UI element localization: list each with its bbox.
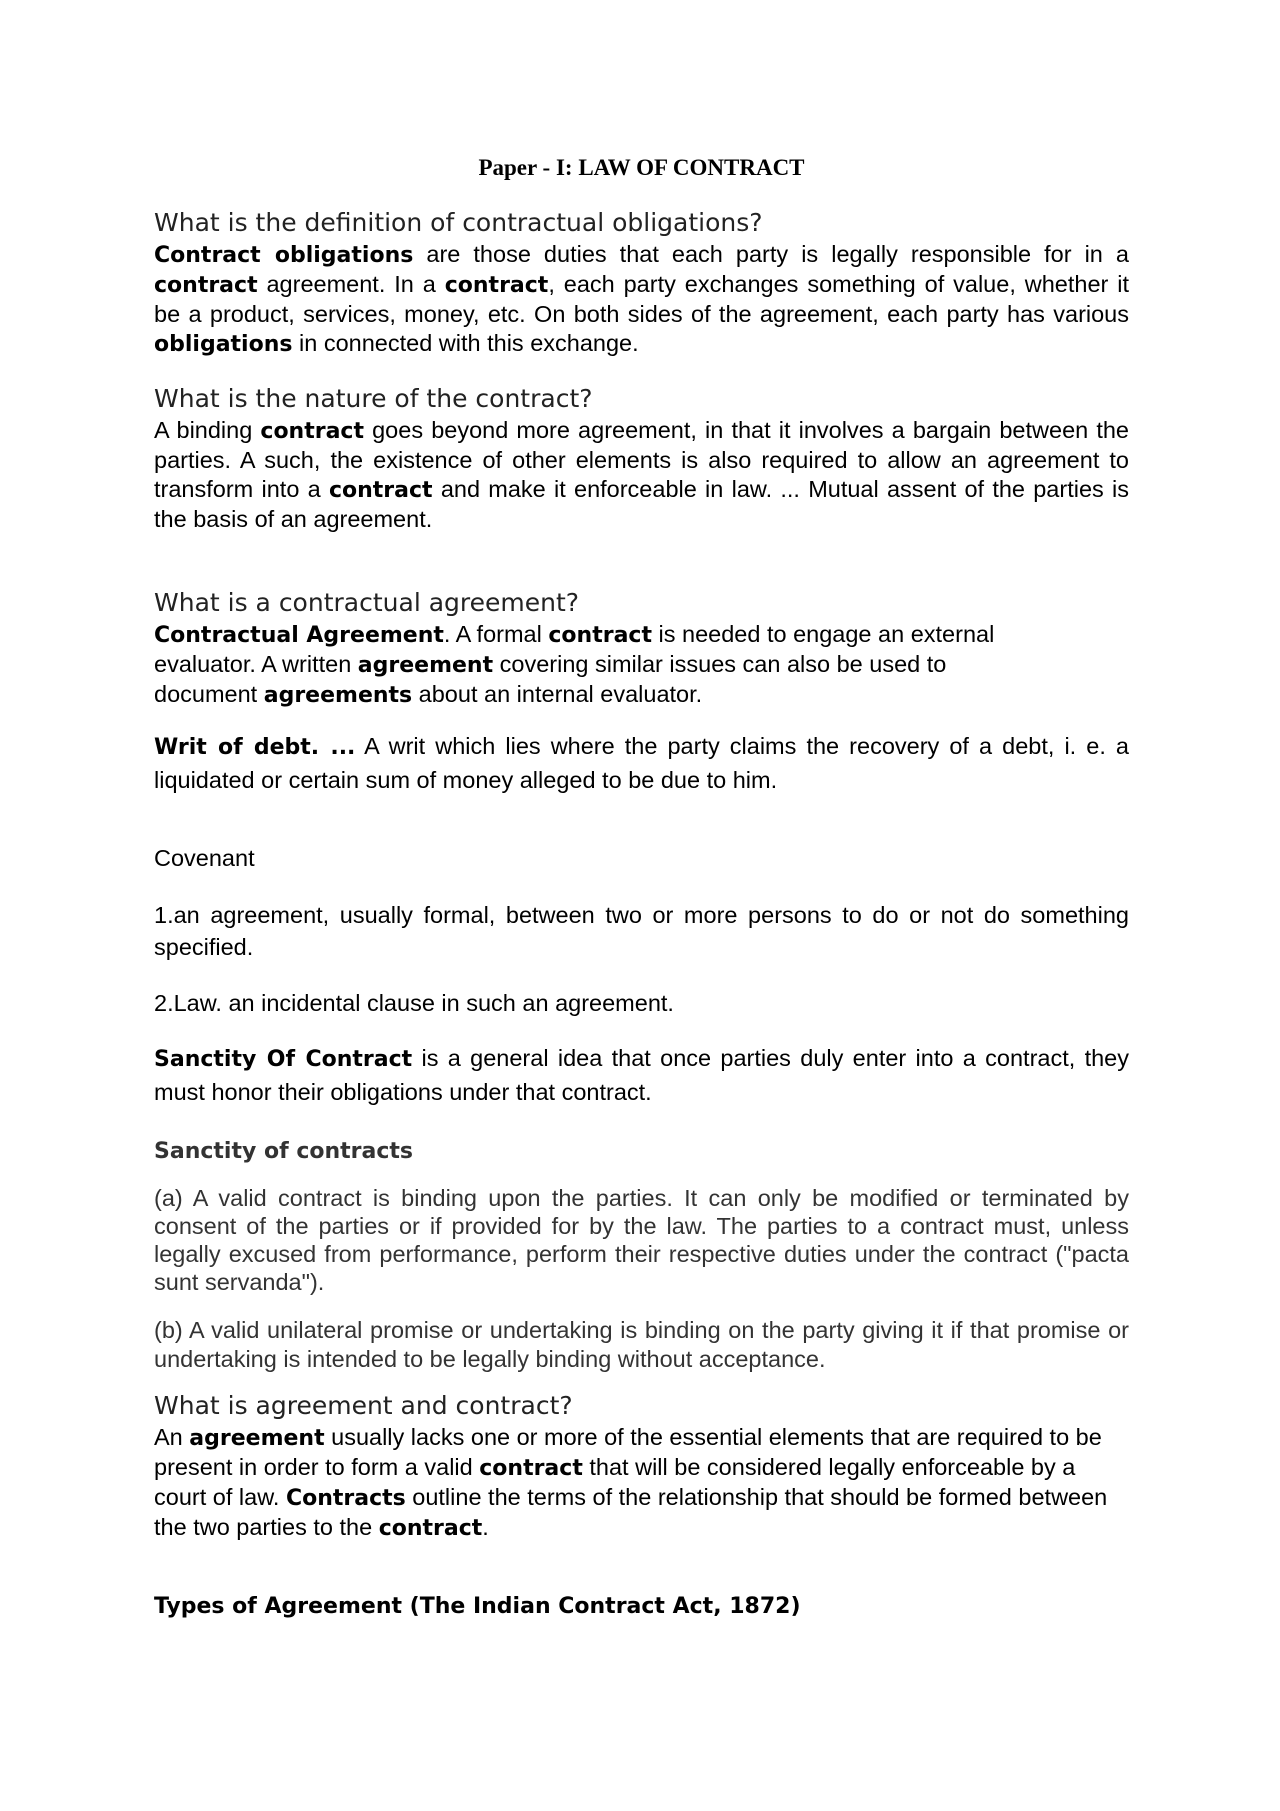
bold-term: obligations: [154, 332, 293, 357]
bold-term: Contract obligations: [154, 243, 414, 268]
question-heading-definition: What is the definition of contractual obligations?: [154, 208, 763, 237]
page-title: Paper - I: LAW OF CONTRACT: [478, 155, 805, 180]
bold-term: Contracts: [285, 1486, 406, 1511]
bold-term: contract: [378, 1516, 483, 1541]
types-of-agreement-heading: Types of Agreement (The Indian Contract Act, 1872): [154, 1594, 801, 1619]
question-heading-agreement-and-contract: What is agreement and contract?: [154, 1391, 573, 1420]
bold-term: agreement: [357, 653, 494, 678]
sanctity-clause-b: (b) A valid unilateral promise or undertaking is binding on the party giving it if that promise or undertaking is intended to be legally binding without acceptance.: [154, 1317, 1129, 1372]
bold-term: contract: [479, 1456, 583, 1481]
covenant-label: Covenant: [154, 845, 255, 871]
bold-term: contract: [548, 623, 652, 648]
bold-term: Contractual Agreement: [154, 623, 444, 648]
covenant-item-1: 1.an agreement, usually formal, between two or more persons to do or not do something specified.: [154, 902, 1129, 960]
sanctity-of-contracts-heading: Sanctity of contracts: [154, 1139, 413, 1164]
question-heading-contractual-agreement: What is a contractual agreement?: [154, 588, 580, 617]
bold-term: contract: [154, 273, 258, 298]
bold-term: Sanctity Of Contract: [154, 1047, 413, 1072]
answer-paragraph-nature: A binding contract goes beyond more agreement, in that it involves a bargain between the parties. A such, the existence of other elements is also required to allow an agreement to transform into a contract and make it enforceable in law. ... Mutual assent of the parties is the basis of an agreement.: [154, 417, 1129, 532]
answer-paragraph-contractual-agreement: Contractual Agreement. A formal contract is needed to engage an external evaluator. A written agreement covering similar issues can also be used to document agreements about an internal evaluator.: [154, 621, 995, 708]
covenant-item-2: 2.Law. an incidental clause in such an agreement.: [154, 990, 674, 1016]
answer-paragraph-agreement-and-contract: An agreement usually lacks one or more of the essential elements that are required to be present in order to form a valid contract that will be considered legally enforceable by a court of law. Contracts outline the terms of the relationship that should be formed between the two parties to the contract.: [154, 1424, 1108, 1541]
bold-term: contract: [328, 478, 433, 503]
writ-of-debt-paragraph: Writ of debt. ... A writ which lies where the party claims the recovery of a debt, i. e. a liquidated or certain sum of money alleged to be due to him.: [154, 733, 1129, 793]
bold-term: agreement: [189, 1426, 325, 1451]
answer-paragraph-definition: Contract obligations are those duties that each party is legally responsible for in a contract agreement. In a contract, each party exchanges something of value, whether it be a product, services, money, etc. On both sides of the agreement, each party has various obligations in connected with this exchange.: [154, 241, 1129, 357]
bold-term: contract: [444, 273, 549, 298]
document-page: [154, 0, 1129, 1811]
bold-term: agreements: [263, 683, 413, 708]
bold-term: contract: [260, 419, 364, 444]
question-heading-nature: What is the nature of the contract?: [154, 384, 593, 413]
sanctity-of-contract-paragraph: Sanctity Of Contract is a general idea that once parties duly enter into a contract, they must honor their obligations under that contract.: [154, 1045, 1130, 1105]
sanctity-clause-a: (a) A valid contract is binding upon the parties. It can only be modified or terminated by consent of the parties or if provided for by the law. The parties to a contract must, unless legally excused from performance, perform their respective duties under the contract ("pacta sunt servanda").: [154, 1185, 1129, 1295]
bold-term: Writ of debt. ...: [154, 735, 356, 760]
